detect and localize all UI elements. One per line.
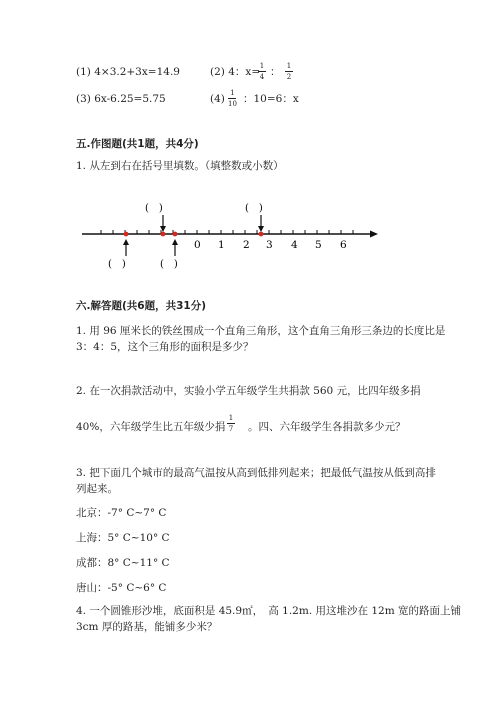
tick-label-3: 3	[266, 239, 273, 251]
equation-4-suffix: ：10=6：x	[243, 93, 299, 105]
section-5-title: 五.作图题(共1题，共4分)	[76, 138, 199, 150]
question-2-line-1: 2. 在一次捐款活动中，实验小学五年级学生共捐款 560 元，比四年级多捐	[76, 385, 421, 397]
question-2-line-2b: 。四、六年级学生各捐款多少元？	[248, 421, 406, 433]
equation-2-fraction-1: 1 4	[259, 62, 265, 81]
tick-label-1: 1	[218, 239, 225, 251]
question-2-line-2a: 40%，六年级学生比五年级少捐	[76, 421, 226, 433]
arrow-up-1-head	[123, 239, 129, 245]
equation-1: (1) 4×3.2+3x=14.9	[76, 66, 180, 78]
equation-4-fraction: 1 10	[228, 89, 237, 108]
question-4-line-2: 3cm 厚的路基，能铺多少米？	[76, 621, 218, 633]
section-6-title: 六.解答题(共6题，共31分)	[76, 300, 207, 312]
city-tangshan: 唐山：-5° C~6° C	[76, 582, 167, 594]
equation-2-separator: ：	[270, 66, 281, 78]
arrow-down-2-head	[258, 226, 264, 232]
equation-4-prefix: (4)	[210, 93, 225, 105]
blank-paren-bottom-2: ( )	[160, 259, 178, 270]
tick-label-6: 6	[340, 239, 347, 251]
equation-2	[210, 66, 260, 79]
section-5-question-1: 1. 从左到右在括号里填数。（填整数或小数）	[76, 160, 284, 172]
red-point-3	[173, 232, 178, 237]
tick-label-2: 2	[243, 239, 250, 251]
city-chengdu: 成都：8° C~11° C	[76, 557, 170, 569]
red-point-2	[161, 232, 166, 237]
city-shanghai: 上海：5° C~10° C	[76, 532, 170, 544]
question-2-fraction: 1 7	[228, 414, 234, 433]
equation-2-prefix: (2) 4：x=	[210, 66, 261, 78]
blank-paren-top-2: ( )	[245, 203, 263, 214]
equation-2-fraction-2: 1 2	[286, 62, 292, 81]
question-4-line-1: 4. 一个圆锥形沙堆，底面积是 45.9㎡， 高 1.2m. 用这堆沙在 12m 宽的路面上铺	[76, 605, 461, 617]
question-3-line-2: 列起来。	[76, 483, 118, 495]
red-point-1	[124, 232, 129, 237]
number-line	[0, 196, 500, 276]
blank-paren-bottom-1: ( )	[108, 259, 126, 270]
equation-3: (3) 6x-6.25=5.75	[76, 93, 166, 105]
red-point-4	[259, 232, 264, 237]
question-3-line-1: 3. 把下面几个城市的最高气温按从高到低排列起来；把最低气温按从低到高排	[76, 467, 436, 479]
question-1-line-2: 3：4：5，这个三角形的面积是多少？	[76, 341, 254, 353]
city-beijing: 北京：-7° C~7° C	[76, 507, 167, 519]
tick-label-0: 0	[194, 239, 201, 251]
blank-paren-top-1: ( )	[145, 203, 163, 214]
question-1-line-1: 1. 用 96 厘米长的铁丝围成一个直角三角形，这个直角三角形三条边的长度比是	[76, 325, 446, 337]
arrow-up-2-head	[172, 239, 178, 245]
number-line-arrowhead	[370, 231, 378, 238]
tick-label-5: 5	[315, 239, 322, 251]
tick-label-4: 4	[291, 239, 298, 251]
